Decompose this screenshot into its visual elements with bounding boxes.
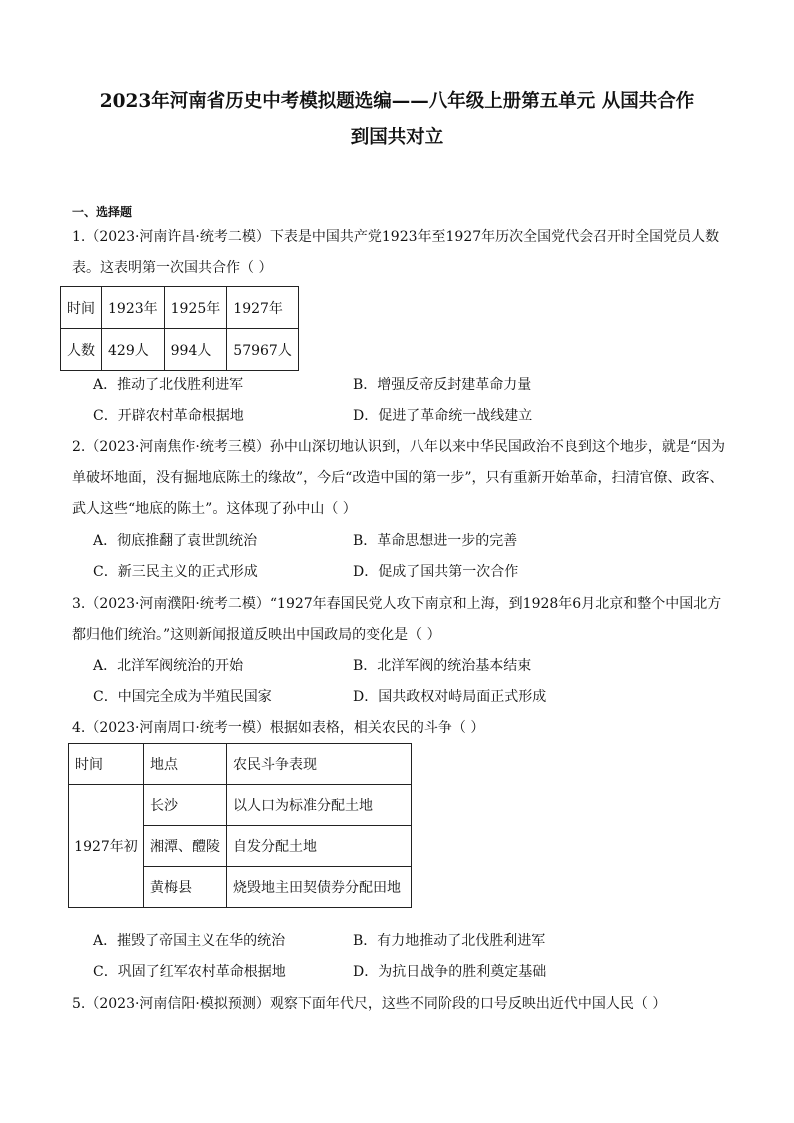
table-row <box>69 744 412 785</box>
table-header-cell: 农民斗争表现 <box>227 744 412 785</box>
question-3-option-c: C．中国完全成为半殖民国家 <box>93 689 272 705</box>
question-4-option-a: A．摧毁了帝国主义在华的统治 <box>93 933 286 949</box>
question-4-option-c: C．巩固了红军农村革命根据地 <box>93 964 286 980</box>
question-2-option-b: B．革命思想进一步的完善 <box>353 533 518 549</box>
table-cell: 1925年 <box>164 287 227 329</box>
question-3-option-d: D．国共政权对峙局面正式形成 <box>353 689 547 705</box>
question-1-option-b: B．增强反帝反封建革命力量 <box>353 377 532 393</box>
table-row <box>61 329 299 371</box>
question-1-stem: 1.（2023·河南许昌·统考二模）下表是中国共产党1923年至1927年历次全国党代会召开时全国党员人数表。这表明第一次国共合作（ ） <box>72 229 720 276</box>
question-1-table <box>60 286 299 371</box>
question-1-option-d: D．促进了革命统一战线建立 <box>353 408 533 424</box>
question-1-option-c: C．开辟农村革命根据地 <box>93 408 244 424</box>
table-header-cell: 时间 <box>69 744 144 785</box>
question-3-stem: 3.（2023·河南濮阳·统考二模）“1927年春国民党人攻下南京和上海，到1928年6月北京和整个中国北方都归他们统治。”这则新闻报道反映出中国政局的变化是（ ） <box>72 596 722 643</box>
question-4-stem: 4.（2023·河南周口·统考一模）根据如表格，相关农民的斗争（ ） <box>72 720 485 736</box>
table-cell: 烧毁地主田契债券分配田地 <box>227 867 412 908</box>
table-cell: 时间 <box>61 287 102 329</box>
table-cell: 以人口为标准分配土地 <box>227 785 412 826</box>
question-5-stem: 5.（2023·河南信阳·模拟预测）观察下面年代尺，这些不同阶段的口号反映出近代中国人民（ ） <box>72 996 667 1012</box>
table-header-cell: 地点 <box>144 744 227 785</box>
question-2-stem: 2.（2023·河南焦作·统考三模）孙中山深切地认识到，八年以来中华民国政治不良到这个地步，就是“因为单破坏地面，没有掘地底陈土的缘故”，今后“改造中国的第一步”，只有重新开始革命，扫清官僚、政客、武人这些“地底的陈土”。这体现了孙中山（ ） <box>72 439 726 517</box>
question-2-option-d: D．促成了国共第一次合作 <box>353 564 519 580</box>
table-cell: 人数 <box>61 329 102 371</box>
question-1-option-a: A．推动了北伐胜利进军 <box>93 377 244 393</box>
table-cell: 429人 <box>102 329 165 371</box>
table-cell: 自发分配土地 <box>227 826 412 867</box>
table-cell-time: 1927年初 <box>69 785 144 908</box>
table-cell: 长沙 <box>144 785 227 826</box>
table-row <box>69 785 412 826</box>
question-2-option-c: C．新三民主义的正式形成 <box>93 564 258 580</box>
question-2-option-a: A．彻底推翻了袁世凯统治 <box>93 533 258 549</box>
table-row <box>61 287 299 329</box>
table-cell: 994人 <box>164 329 227 371</box>
question-4-option-d: D．为抗日战争的胜利奠定基础 <box>353 964 547 980</box>
table-cell: 湘潭、醴陵 <box>144 826 227 867</box>
question-4-table <box>68 743 412 908</box>
title-line-1: 2023年河南省历史中考模拟题选编——八年级上册第五单元 从国共合作 <box>99 91 695 112</box>
document-title <box>60 84 734 156</box>
title-line-2: 到国共对立 <box>350 127 444 148</box>
question-4-option-b: B．有力地推动了北伐胜利进军 <box>353 933 546 949</box>
table-cell: 57967人 <box>227 329 299 371</box>
question-3-option-b: B．北洋军阀的统治基本结束 <box>353 658 532 674</box>
table-cell: 黄梅县 <box>144 867 227 908</box>
section-heading: 一、选择题 <box>72 205 133 219</box>
table-cell: 1927年 <box>227 287 299 329</box>
table-cell: 1923年 <box>102 287 165 329</box>
question-3-option-a: A．北洋军阀统治的开始 <box>93 658 244 674</box>
